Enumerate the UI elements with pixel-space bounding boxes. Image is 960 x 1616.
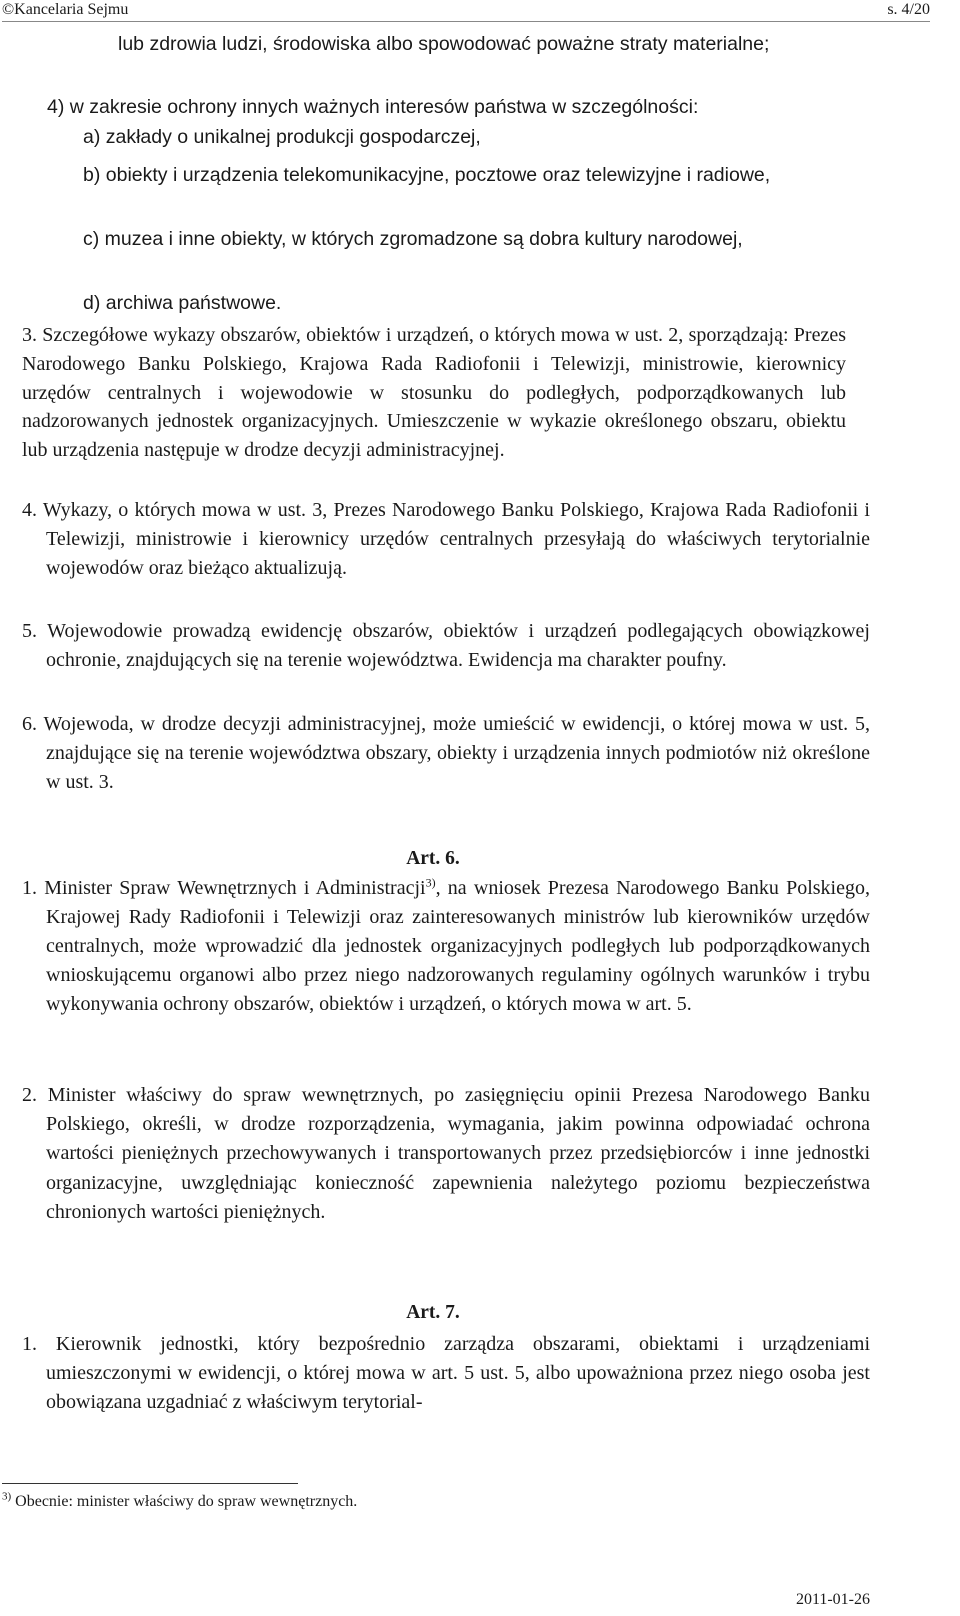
footer-date: 2011-01-26: [795, 1591, 870, 1608]
article-6-paragraph-1: [22, 874, 870, 1019]
list-item-4c: c) muzea i inne obiekty, w których zgromadzone są dobra kultury narodowej,: [83, 228, 743, 250]
article-7-title: Art. 7.: [406, 1302, 460, 1323]
footnote-ref[interactable]: 3): [425, 875, 436, 890]
paragraph-4: 4. Wykazy, o których mowa w ust. 3, Prezes Narodowego Banku Polskiego, Krajowa Rada Radiofonii i Telewizji, ministrowie i kierownicy urzędów centralnych przesyłają do właściwych terytorialnie wojewodów oraz bieżąco aktualizują.: [22, 499, 870, 579]
footnote-divider: [2, 1483, 298, 1484]
header-source: ©Kancelaria Sejmu: [2, 1, 129, 18]
article-6-p1-before: 1. Minister Spraw Wewnętrznych i Administracji: [22, 877, 426, 899]
article-6-p1-after: , na wniosek Prezesa Narodowego Banku Polskiego, Krajowej Rady Radiofonii i Telewizji oraz zainteresowanych ministrów lub kierowników urzędów centralnych, może wprowadzić dla jednostek organizacyjnych podległych lub podporządkowanych wnioskującemu organowi albo przez niego nadzorowanych regulaminy ogólnych warunków i trybu wykonywania ochrony obszarów, obiektów i urządzeń, o których mowa w art. 5.: [46, 877, 870, 1015]
article-6-title: Art. 6.: [406, 848, 460, 869]
header-divider: [2, 21, 930, 22]
article-6-paragraph-2: 2. Minister właściwy do spraw wewnętrznych, po zasięgnięciu opinii Prezesa Narodowego Banku Polskiego, określi, w drodze rozporządzenia, wymagania, jakim powinna odpowiadać ochrona wartości pieniężnych przechowywanych i transportowanych przez przedsiębiorców i inne jednostki organizacyjne, uwzględniając konieczność zapewnienia należytego poziomu bezpieczeństwa chronionych wartości pieniężnych.: [22, 1084, 870, 1223]
paragraph-3: 3. Szczegółowe wykazy obszarów, obiektów i urządzeń, o których mowa w ust. 2, sporządzają: Prezes Narodowego Banku Polskiego, Krajowa Rada Radiofonii i Telewizji, ministrowie, kierownicy urzędów centralnych i wojewodowie w stosunku do podległych, podporządkowanych lub nadzorowanych jednostek organizacyjnych. Umieszczenie w wykazie określonego obszaru, obiektu lub urządzenia następuje w drodze decyzji administracyjnej.: [22, 324, 846, 462]
list-item-4: 4) w zakresie ochrony innych ważnych interesów państwa w szczególności:: [47, 96, 699, 118]
list-item-4d: d) archiwa państwowe.: [83, 292, 282, 314]
list-item-4a: a) zakłady o unikalnej produkcji gospodarczej,: [83, 126, 481, 148]
page-number: s. 4/20: [887, 1, 930, 18]
article-7-paragraph-1: 1. Kierownik jednostki, który bezpośrednio zarządza obszarami, obiektami i urządzeniami umieszczonymi w ewidencji, o której mowa w art. 5 ust. 5, albo upoważniona przez niego osoba jest obowiązana uzgadniać z właściwym terytorial-: [22, 1333, 870, 1413]
paragraph-6: 6. Wojewoda, w drodze decyzji administracyjnej, może umieścić w ewidencji, o której mowa w ust. 5, znajdujące się na terenie województwa obszary, obiekty i urządzenia innych podmiotów niż określone w ust. 3.: [22, 713, 870, 793]
footnote-mark: 3): [2, 1490, 12, 1503]
list-continuation: lub zdrowia ludzi, środowiska albo spowodować poważne straty materialne;: [118, 33, 770, 55]
footnote: [2, 1491, 357, 1513]
list-item-4b: b) obiekty i urządzenia telekomunikacyjne, pocztowe oraz telewizyjne i radiowe,: [83, 164, 771, 186]
paragraph-5: 5. Wojewodowie prowadzą ewidencję obszarów, obiektów i urządzeń podlegających obowiązkowej ochronie, znajdujących się na terenie województwa. Ewidencja ma charakter poufny.: [22, 620, 870, 671]
footnote-text: Obecnie: minister właściwy do spraw wewnętrznych.: [15, 1493, 358, 1510]
